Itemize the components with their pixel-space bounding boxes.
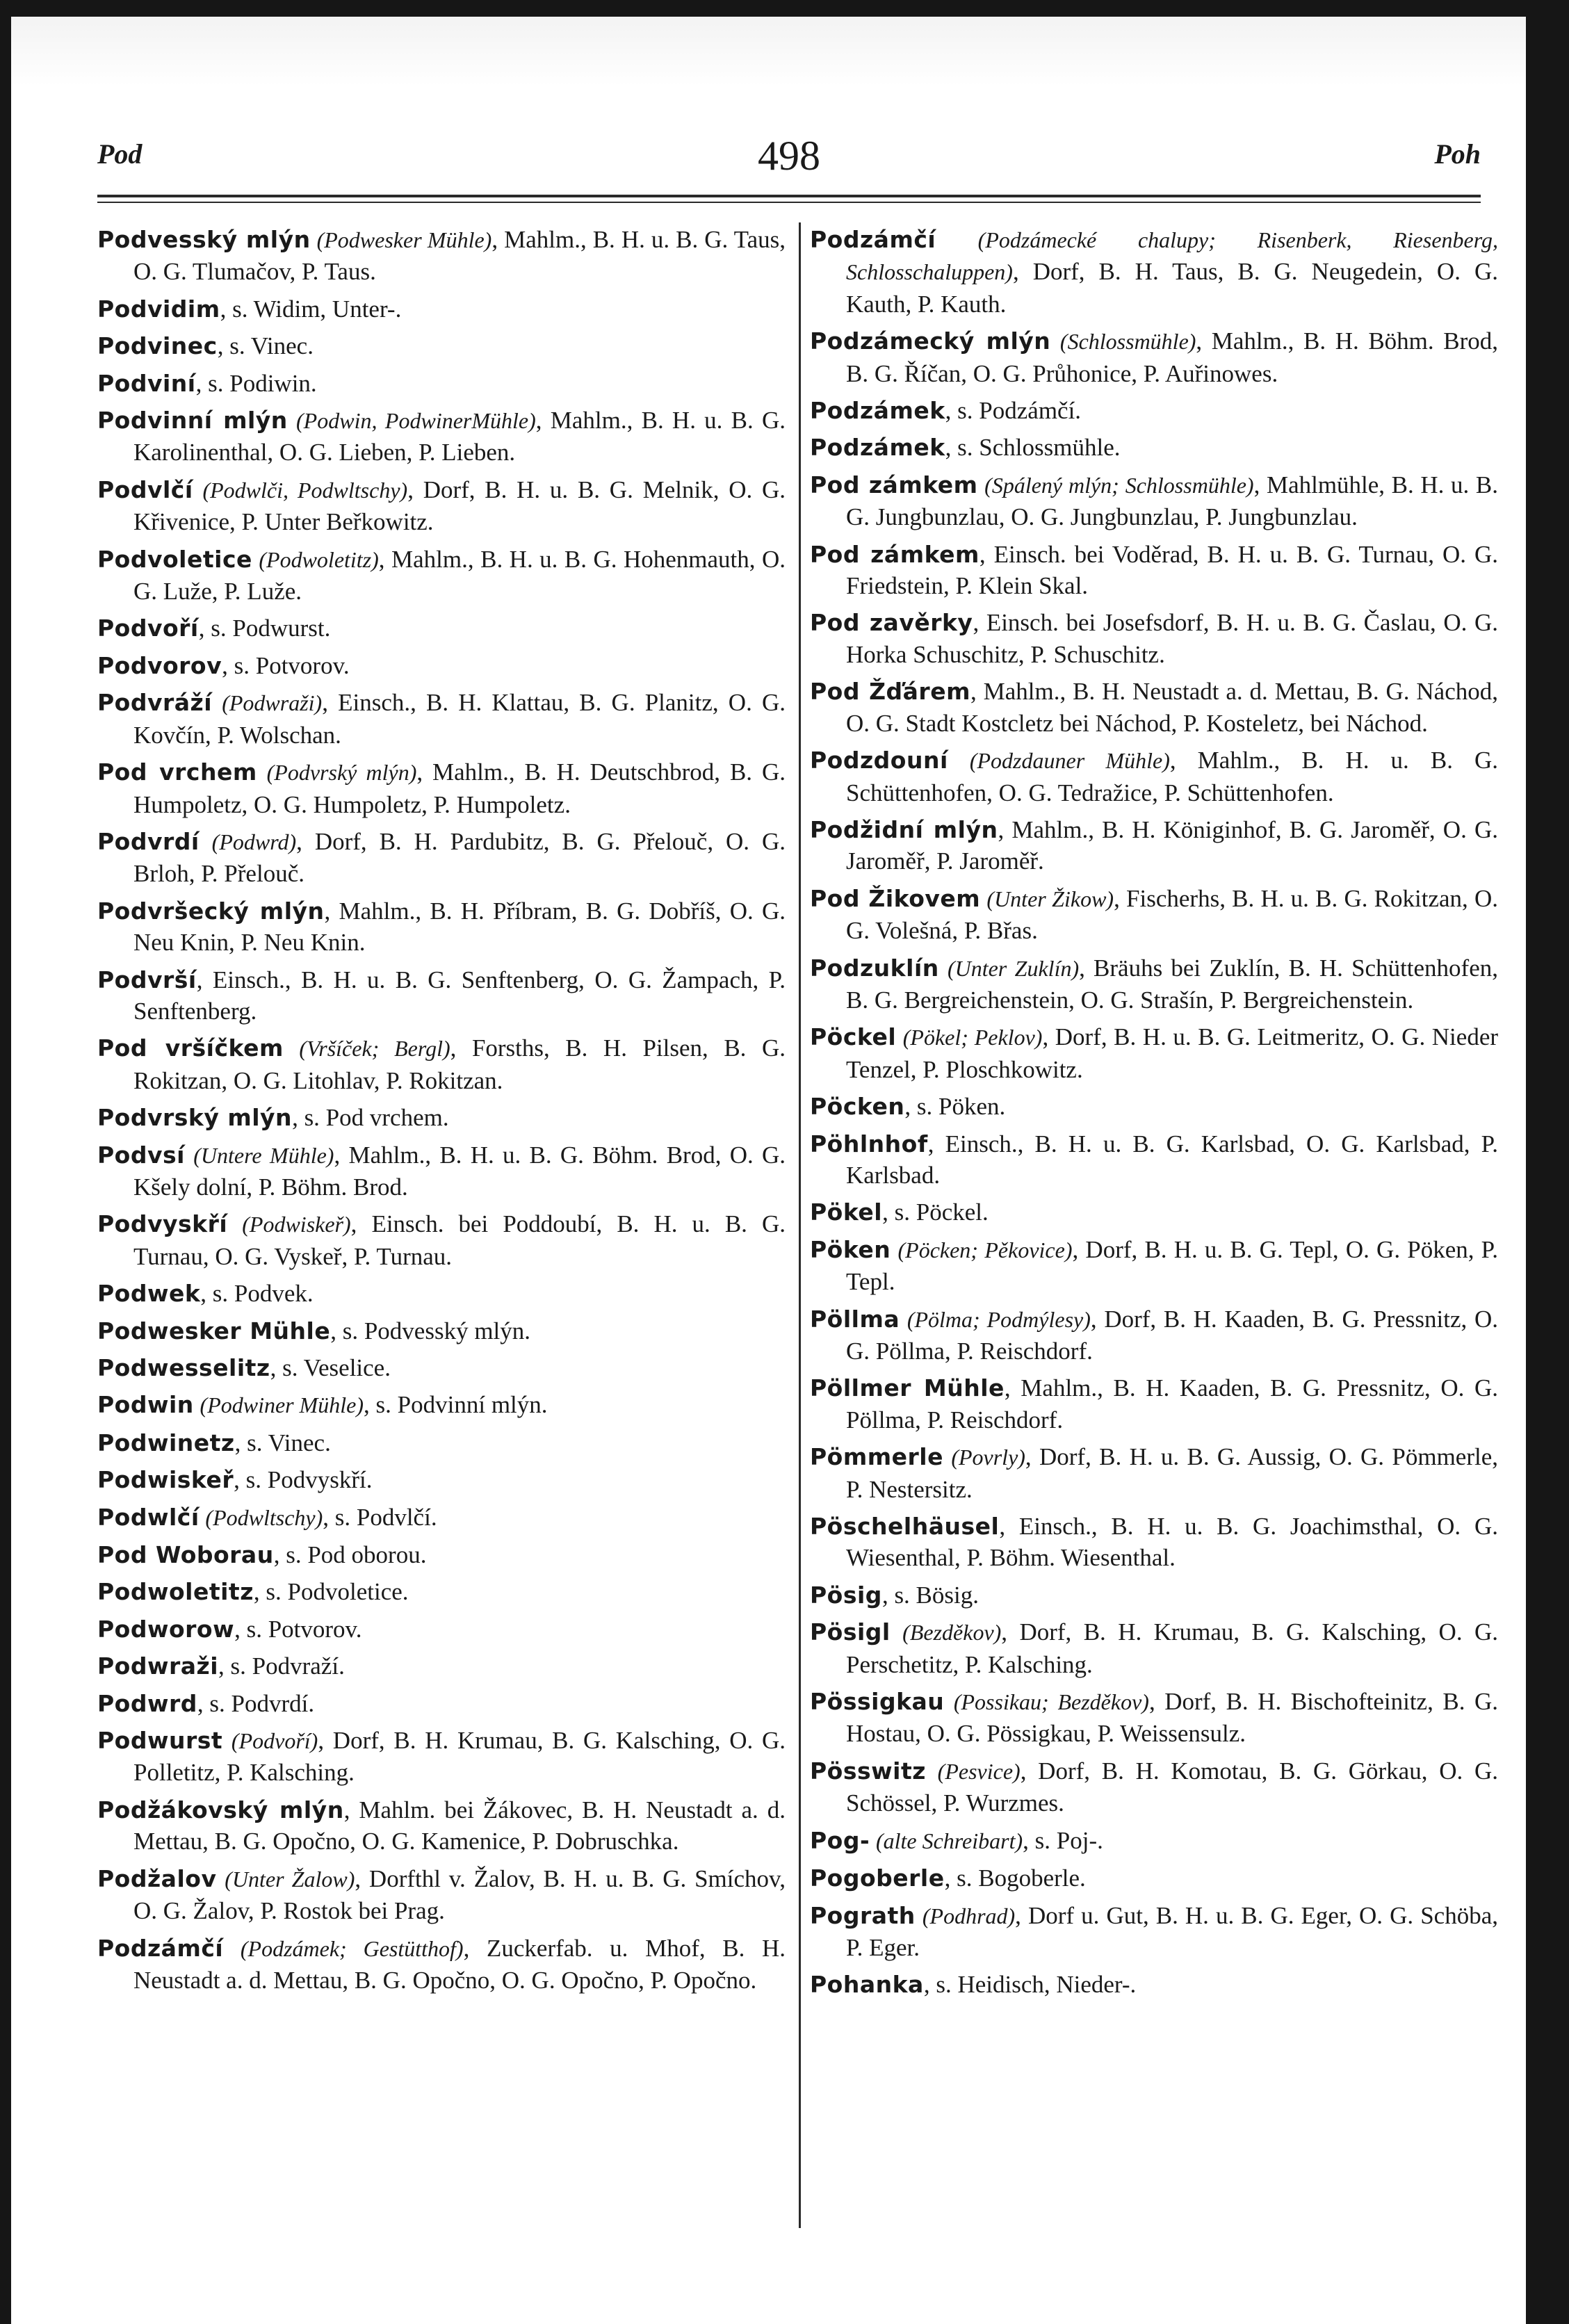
right-column — [810, 224, 1498, 2006]
entry-description: , Dorfthl v. Žalov, B. H. u. B. G. Smíchov, O. G. Žalov, P. Rostok bei Prag. — [133, 1864, 786, 1925]
page-number: 498 — [758, 133, 820, 179]
dictionary-entry — [97, 1794, 786, 1858]
entry-description: , s. Podzámčí. — [945, 397, 1082, 425]
entry-description: , s. Pod oborou. — [273, 1541, 427, 1569]
scan-border-right — [1526, 0, 1569, 2324]
dictionary-entry — [97, 1650, 786, 1682]
dictionary-entry — [810, 607, 1498, 670]
entry-headword: Podvrší — [97, 966, 197, 993]
entry-headword: Podvorov — [97, 651, 222, 679]
dictionary-entry — [97, 1278, 786, 1309]
entry-description: , s. Podvraží. — [218, 1652, 345, 1680]
left-column — [97, 224, 786, 2001]
entry-headword: Podwesselitz — [97, 1354, 270, 1381]
entry-variant-names: (Untere Mühle) — [193, 1142, 334, 1168]
entry-description: , Mahlm., B. H. Deutschbrod, B. G. Humpoletz, O. G. Humpoletz, P. Humpoletz. — [133, 758, 786, 818]
dictionary-entry — [97, 293, 786, 325]
entry-headword: Podwin — [97, 1391, 194, 1419]
dictionary-entry — [97, 1688, 786, 1719]
dictionary-entry — [810, 1579, 1498, 1611]
entry-headword: Podvrský mlýn — [97, 1104, 293, 1132]
dictionary-entry — [97, 895, 786, 959]
entry-headword: Pöckel — [810, 1023, 897, 1051]
entry-description: , s. Podvek. — [200, 1280, 314, 1308]
dictionary-entry — [810, 1825, 1498, 1857]
entry-variant-names: (Podzdauner Mühle) — [969, 748, 1170, 774]
entry-description: , s. Veselice. — [270, 1354, 391, 1381]
entry-variant-names: (Schlossmühle) — [1059, 329, 1196, 355]
entry-headword: Pod Žďárem — [810, 678, 970, 706]
dictionary-entry — [97, 612, 786, 644]
entry-variant-names: (Pökel; Peklov) — [902, 1025, 1043, 1050]
entry-headword: Pösswitz — [810, 1757, 926, 1785]
dictionary-entry — [97, 1539, 786, 1570]
entry-variant-names: (Podzámecké chalupy; Risenberk, Riesenberg, Schlosschaluppen) — [846, 227, 1499, 285]
entry-headword: Pöllma — [810, 1305, 900, 1333]
entry-headword: Podvinní mlýn — [97, 407, 288, 434]
dictionary-entry — [97, 1725, 786, 1789]
entry-description: , s. Bogoberle. — [944, 1864, 1086, 1892]
entry-headword: Pöken — [810, 1235, 891, 1263]
entry-headword: Pog- — [810, 1826, 870, 1854]
entry-description: , Mahlm., B. H. Königinhof, B. G. Jaroměř, O. G. Jaroměř, P. Jaroměř. — [846, 815, 1498, 875]
entry-headword: Pogoberle — [810, 1864, 945, 1892]
entry-headword: Pöllmer Mühle — [810, 1374, 1005, 1402]
dictionary-entry — [810, 1091, 1498, 1122]
entry-headword: Podviní — [97, 369, 196, 397]
entry-headword: Podvyskří — [97, 1210, 228, 1238]
entry-description: , s. Podvlčí. — [323, 1503, 437, 1531]
entry-headword: Podwurst — [97, 1727, 223, 1755]
dictionary-entry — [97, 1102, 786, 1133]
entry-headword: Podžákovský mlýn — [97, 1796, 344, 1823]
dictionary-entry — [97, 405, 786, 469]
entry-description: , s. Vinec. — [217, 332, 314, 360]
dictionary-entry — [810, 1511, 1498, 1574]
entry-headword: Podwek — [97, 1280, 201, 1308]
entry-description: , Mahlmühle, B. H. u. B. G. Jungbunzlau, O. G. Jungbunzlau, P. Jungbunzlau. — [846, 471, 1499, 531]
entry-variant-names: (Pöcken; Pěkovice) — [897, 1237, 1073, 1262]
entry-description: , s. Pöckel. — [882, 1198, 989, 1226]
entry-description: , s. Podvesský mlýn. — [330, 1317, 531, 1344]
dictionary-entry — [810, 1441, 1498, 1505]
dictionary-entry — [97, 474, 786, 538]
dictionary-entry — [810, 325, 1498, 389]
entry-description: , Dorf, B. H. u. B. G. Tepl, O. G. Pöken, P. Tepl. — [846, 1235, 1499, 1296]
entry-headword: Pökel — [810, 1198, 883, 1226]
entry-variant-names: (alte Schreibart) — [875, 1828, 1023, 1853]
dictionary-entry — [810, 1862, 1498, 1894]
entry-description: , Dorf, B. H. Krumau, B. G. Kalsching, O. G. Polletitz, P. Kalsching. — [133, 1727, 786, 1787]
entry-headword: Pod vršíčkem — [97, 1034, 284, 1062]
entry-headword: Podwrd — [97, 1689, 197, 1717]
dictionary-entry — [97, 1502, 786, 1534]
entry-headword: Podwesker Mühle — [97, 1317, 331, 1344]
dictionary-entry — [97, 1208, 786, 1272]
entry-variant-names: (Podwiskeř) — [242, 1212, 351, 1237]
dictionary-entry — [97, 1464, 786, 1495]
entry-headword: Pöcken — [810, 1093, 905, 1121]
entry-description: , s. Podwurst. — [198, 615, 331, 642]
dictionary-entry — [97, 687, 786, 751]
entry-headword: Podvesský mlýn — [97, 226, 311, 253]
entry-variant-names: (Podwiner Mühle) — [200, 1392, 364, 1418]
dictionary-entry — [810, 1303, 1498, 1367]
dictionary-entry — [810, 1686, 1498, 1750]
dictionary-entry — [810, 1616, 1498, 1680]
entry-description: , Dorf, B. H. Pardubitz, B. G. Přelouč, O. G. Brloh, P. Přelouč. — [133, 827, 786, 888]
dictionary-entry — [97, 224, 786, 288]
dictionary-entry — [810, 1755, 1498, 1819]
entry-description: , Dorf, B. H. Bischofteinitz, B. G. Hostau, O. G. Pössigkau, P. Weissensulz. — [846, 1688, 1499, 1748]
entry-variant-names: (Pölma; Podmýlesy) — [907, 1306, 1091, 1332]
dictionary-entry — [97, 368, 786, 399]
entry-headword: Pösigl — [810, 1618, 891, 1646]
entry-description: , Forsths, B. H. Pilsen, B. G. Rokitzan, O. G. Litohlav, P. Rokitzan. — [133, 1034, 786, 1094]
entry-variant-names: (Podwin, PodwinerMühle) — [296, 408, 536, 434]
entry-description: , Dorf, B. H. u. B. G. Aussig, O. G. Pömmerle, P. Nestersitz. — [846, 1443, 1498, 1503]
dictionary-entry — [810, 1196, 1498, 1228]
entry-description: , Mahlm., B. H. Kaaden, B. G. Pressnitz, O. G. Pöllma, P. Reischdorf. — [846, 1374, 1499, 1433]
entry-headword: Podvinec — [97, 332, 218, 360]
dictionary-entry — [810, 1234, 1498, 1298]
dictionary-entry — [97, 964, 786, 1027]
entry-headword: Podvidim — [97, 295, 220, 323]
dictionary-entry — [97, 1352, 786, 1383]
entry-variant-names: (Vršíček; Bergl) — [299, 1036, 450, 1062]
dictionary-entry — [97, 1427, 786, 1458]
entry-description: , Einsch., B. H. u. B. G. Joachimsthal, O. G. Wiesenthal, P. Böhm. Wiesenthal. — [846, 1513, 1498, 1572]
entry-headword: Podworow — [97, 1615, 235, 1643]
entry-headword: Podwlčí — [97, 1503, 200, 1531]
entry-description: , Dorf u. Gut, B. H. u. B. G. Eger, O. G. Schöba, P. Eger. — [846, 1901, 1498, 1961]
entry-description: , s. Poj-. — [1023, 1826, 1103, 1854]
entry-variant-names: (Podwesker Mühle) — [316, 227, 492, 252]
dictionary-entry — [810, 883, 1498, 947]
dictionary-entry — [810, 1128, 1498, 1192]
entry-description: , s. Podvinní mlýn. — [364, 1391, 548, 1419]
entry-headword: Pod vrchem — [97, 758, 257, 786]
entry-variant-names: (Podwraži) — [222, 690, 323, 716]
entry-headword: Pod zámkem — [810, 540, 979, 568]
dictionary-entry — [97, 1389, 786, 1421]
entry-variant-names: (Possikau; Bezděkov) — [953, 1689, 1149, 1715]
entry-headword: Podwoletitz — [97, 1578, 254, 1606]
entry-headword: Podzuklín — [810, 954, 939, 982]
entry-variant-names: (Podhrad) — [922, 1903, 1016, 1928]
column-divider — [799, 222, 801, 2228]
entry-description: , Dorf, B. H. u. B. G. Melnik, O. G. Křivenice, P. Unter Beřkowitz. — [133, 476, 786, 536]
entry-headword: Podwiskeř — [97, 1466, 234, 1494]
entry-headword: Pod zavěrky — [810, 609, 973, 637]
entry-headword: Podzámčí — [810, 226, 936, 253]
entry-description: , s. Widim, Unter-. — [220, 295, 402, 323]
dictionary-entry — [97, 650, 786, 681]
entry-headword: Podvršecký mlýn — [97, 897, 325, 925]
entry-description: , Mahlm., B. H. Příbram, B. G. Dobříš, O. G. Neu Knin, P. Neu Knin. — [133, 897, 786, 957]
entry-variant-names: (Spálený mlýn; Schlossmühle) — [984, 472, 1254, 498]
entry-headword: Podzámecký mlýn — [810, 327, 1051, 355]
dictionary-entry — [97, 1315, 786, 1347]
entry-headword: Podvsí — [97, 1141, 185, 1169]
entry-description: , Mahlm., B. H. u. B. G. Karolinenthal, O. G. Lieben, P. Lieben. — [133, 407, 786, 466]
header-left-guide-word: Pod — [97, 138, 143, 170]
entry-description: , Dorf, B. H. Komotau, B. G. Görkau, O. G. Schössel, P. Wurzmes. — [846, 1757, 1498, 1817]
entry-variant-names: (Podvoří) — [231, 1728, 318, 1754]
entry-description: , s. Potvorov. — [234, 1615, 362, 1643]
entry-description: , s. Pod vrchem. — [292, 1104, 449, 1132]
dictionary-entry — [97, 544, 786, 608]
entry-headword: Podwinetz — [97, 1429, 235, 1456]
header-right-guide-word: Poh — [1434, 138, 1481, 170]
entry-description: , Einsch., B. H. u. B. G. Karlsbad, O. G. Karlsbad, P. Karlsbad. — [846, 1130, 1498, 1189]
entry-headword: Pohanka — [810, 1971, 924, 1999]
dictionary-entry — [97, 756, 786, 820]
entry-variant-names: (Unter Zuklín) — [947, 955, 1080, 981]
entry-description: , Fischerhs, B. H. u. B. G. Rokitzan, O. G. Volešná, P. Břas. — [846, 884, 1499, 945]
entry-headword: Podzámek — [810, 397, 945, 425]
dictionary-entry — [97, 330, 786, 361]
entry-description: , Einsch. bei Poddoubí, B. H. u. B. G. Turnau, O. G. Vyskeř, P. Turnau. — [133, 1210, 786, 1270]
entry-headword: Podvrdí — [97, 827, 200, 855]
entry-description: , Einsch. bei Josefsdorf, B. H. u. B. G. Časlau, O. G. Horka Schuschitz, P. Schuschitz. — [846, 609, 1498, 668]
entry-description: , Bräuhs bei Zuklín, B. H. Schüttenhofen, B. G. Bergreichenstein, O. G. Strašín, P. Bergreichenstein. — [846, 954, 1498, 1014]
dictionary-entry — [810, 676, 1498, 739]
entry-description: , Mahlm., B. H. Neustadt a. d. Mettau, B. G. Náchod, O. G. Stadt Kostcletz bei Náchod, P. Kosteletz, bei Náchod. — [846, 678, 1498, 737]
entry-description: , s. Pöken. — [904, 1093, 1006, 1121]
entry-headword: Pöschelhäusel — [810, 1513, 1000, 1541]
entry-description: , s. Potvorov. — [222, 651, 350, 679]
dictionary-entry — [810, 745, 1498, 808]
entry-headword: Pograth — [810, 1901, 916, 1929]
dictionary-entry — [810, 539, 1498, 602]
entry-variant-names: (Podwrd) — [211, 829, 297, 854]
entry-description: , Einsch., B. H. u. B. G. Senftenberg, O. G. Žampach, P. Senftenberg. — [133, 966, 786, 1025]
scan-border-left — [0, 0, 11, 2324]
dictionary-entry — [97, 826, 786, 890]
page-header — [97, 132, 1481, 188]
entry-description: , Einsch., B. H. Klattau, B. G. Planitz, O. G. Kovčín, P. Wolschan. — [133, 689, 786, 749]
dictionary-entry — [810, 1021, 1498, 1085]
entry-headword: Podvlčí — [97, 476, 193, 503]
entry-description: , Mahlm., B. H. u. B. G. Schüttenhofen, O. G. Tedražice, P. Schüttenhofen. — [846, 747, 1499, 806]
entry-variant-names: (Bezděkov) — [902, 1620, 1002, 1646]
dictionary-entry — [810, 1969, 1498, 2000]
entry-headword: Pöhlnhof — [810, 1130, 928, 1157]
entry-description: , Mahlm., B. H. u. B. G. Taus, O. G. Tlumačov, P. Taus. — [133, 226, 786, 286]
header-rule-thick — [97, 195, 1481, 197]
entry-variant-names: (Povrly) — [951, 1445, 1025, 1470]
entry-headword: Pösig — [810, 1581, 882, 1609]
entry-description: , Dorf, B. H. u. B. G. Leitmeritz, O. G. Nieder Tenzel, P. Ploschkowitz. — [846, 1023, 1499, 1083]
entry-headword: Podžalov — [97, 1864, 217, 1892]
entry-headword: Pod zámkem — [810, 471, 978, 498]
dictionary-entry — [810, 224, 1498, 320]
entry-description: , s. Heidisch, Nieder-. — [923, 1971, 1137, 1999]
dictionary-entry — [97, 1139, 786, 1203]
entry-description: , Dorf, B. H. Kaaden, B. G. Pressnitz, O. G. Pöllma, P. Reischdorf. — [846, 1305, 1498, 1365]
entry-description: , Einsch. bei Voděrad, B. H. u. B. G. Turnau, O. G. Friedstein, P. Klein Skal. — [846, 540, 1498, 600]
dictionary-entry — [97, 1933, 786, 1997]
dictionary-entry — [810, 814, 1498, 877]
dictionary-entry — [810, 952, 1498, 1016]
entry-headword: Podvráží — [97, 689, 213, 717]
dictionary-entry — [810, 395, 1498, 426]
dictionary-entry — [97, 1863, 786, 1927]
entry-variant-names: (Pesvice) — [937, 1758, 1021, 1784]
entry-description: , s. Podvoletice. — [253, 1578, 409, 1606]
dictionary-entry — [810, 432, 1498, 463]
dictionary-entry — [810, 469, 1498, 533]
entry-description: , Mahlm., B. H. Böhm. Brod, B. G. Říčan, O. G. Průhonice, P. Auřinowes. — [846, 327, 1499, 387]
entry-description: , s. Vinec. — [234, 1429, 331, 1456]
entry-description: , Mahlm., B. H. u. B. G. Hohenmauth, O. G. Luže, P. Luže. — [133, 545, 786, 606]
entry-variant-names: (Podzámek; Gestütthof) — [240, 1935, 464, 1961]
entry-description: , s. Podvyskří. — [234, 1466, 373, 1494]
entry-variant-names: (Podvrský mlýn) — [266, 760, 417, 786]
entry-variant-names: (Podwoletitz) — [259, 546, 379, 572]
dictionary-entry — [97, 1032, 786, 1096]
entry-variant-names: (Unter Žikow) — [986, 886, 1114, 911]
entry-variant-names: (Podwltschy) — [205, 1504, 323, 1530]
entry-headword: Podvoletice — [97, 545, 252, 573]
entry-headword: Podžidní mlýn — [810, 815, 998, 843]
entry-description: , s. Podiwin. — [195, 369, 317, 397]
entry-variant-names: (Podwlči, Podwltschy) — [202, 477, 408, 503]
dictionary-entry — [97, 1576, 786, 1607]
entry-headword: Podvoří — [97, 615, 199, 642]
entry-description: , s. Bösig. — [881, 1581, 979, 1609]
header-rule-thin — [97, 202, 1481, 203]
entry-description: , Zuckerfab. u. Mhof, B. H. Neustadt a. d. Mettau, B. G. Opočno, O. G. Opočno, P. Opočno. — [133, 1934, 786, 1994]
entry-headword: Pod Žikovem — [810, 884, 981, 912]
entry-description: , Dorf, B. H. Taus, B. G. Neugedein, O. G. Kauth, P. Kauth. — [846, 258, 1498, 318]
entry-headword: Pömmerle — [810, 1443, 943, 1471]
scan-border-top — [0, 0, 1569, 17]
dictionary-entry — [810, 1900, 1498, 1964]
dictionary-entry — [810, 1372, 1498, 1436]
entry-headword: Pössigkau — [810, 1688, 945, 1716]
entry-description: , Mahlm. bei Žákovec, B. H. Neustadt a. d. Mettau, B. G. Opočno, O. G. Kamenice, P. Dobruschka. — [133, 1796, 786, 1855]
entry-headword: Podzámčí — [97, 1934, 224, 1962]
entry-description: , Mahlm., B. H. u. B. G. Böhm. Brod, O. G. Kšely dolní, P. Böhm. Brod. — [133, 1141, 786, 1201]
entry-headword: Podzámek — [810, 434, 945, 462]
entry-description: , s. Schlossmühle. — [945, 434, 1121, 462]
entry-headword: Podzdouní — [810, 747, 948, 774]
dictionary-entry — [97, 1614, 786, 1645]
entry-variant-names: (Unter Žalow) — [225, 1866, 355, 1892]
entry-headword: Pod Woborau — [97, 1541, 274, 1569]
entry-headword: Podwraži — [97, 1652, 219, 1680]
entry-description: , Dorf, B. H. Krumau, B. G. Kalsching, O. G. Perschetitz, P. Kalsching. — [846, 1618, 1499, 1678]
entry-description: , s. Podvrdí. — [197, 1689, 315, 1717]
